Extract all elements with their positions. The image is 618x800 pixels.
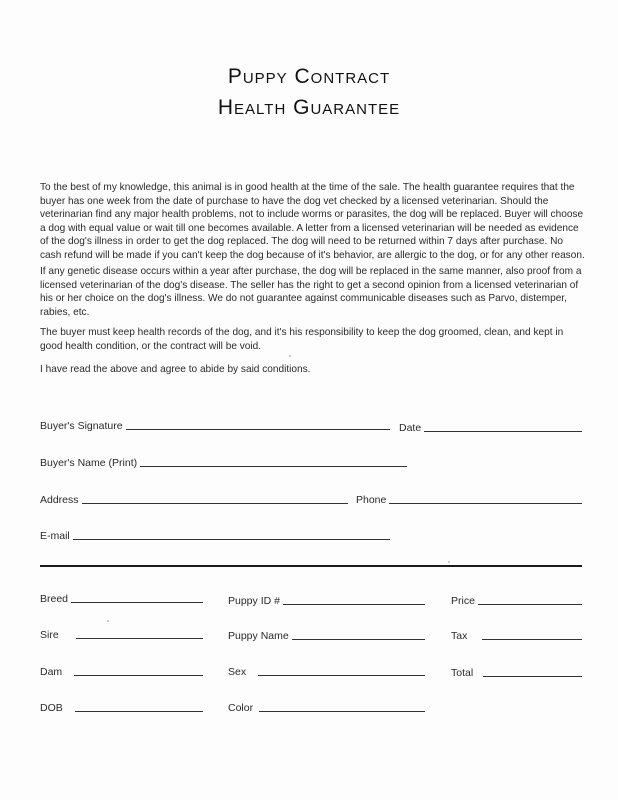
tax-line[interactable] <box>482 639 582 640</box>
email-line[interactable] <box>73 539 390 540</box>
genetic-disease-paragraph: If any genetic disease occurs within a year after purchase, the dog will be replaced in the same manner, also proof from a licensed veterinarian of the dog's disease. The seller has the right to get a second opinion from a licensed veterinarian of his or her choice on the dog's illness. We do not guarantee against communicable diseases such as Parvo, distemper, rabies, etc. <box>40 266 582 318</box>
buyer-signature-field[interactable] <box>40 418 390 432</box>
puppy-name-label: Puppy Name <box>228 630 289 642</box>
email-label: E-mail <box>40 530 70 542</box>
section-divider <box>40 565 582 567</box>
total-line[interactable] <box>483 676 582 677</box>
color-label: Color <box>228 702 254 714</box>
buyer-signature-line[interactable] <box>126 429 390 430</box>
buyer-name-label: Buyer's Name (Print) <box>40 457 138 469</box>
tax-field[interactable] <box>451 628 582 642</box>
breed-field[interactable] <box>40 591 203 605</box>
phone-label: Phone <box>356 494 387 506</box>
email-field[interactable] <box>40 528 390 542</box>
page-title: Puppy Contract <box>227 65 391 88</box>
dob-line[interactable] <box>75 711 203 712</box>
puppy-name-line[interactable] <box>292 639 425 640</box>
phone-line[interactable] <box>389 503 582 504</box>
dam-line[interactable] <box>74 675 203 676</box>
date-label: Date <box>399 422 422 434</box>
dam-field[interactable] <box>40 664 203 678</box>
total-field[interactable] <box>451 665 582 679</box>
puppy-id-field[interactable] <box>228 593 425 607</box>
buyer-name-field[interactable] <box>40 455 407 469</box>
address-label: Address <box>40 494 79 506</box>
dob-label: DOB <box>40 702 63 714</box>
sex-line[interactable] <box>258 675 425 676</box>
price-field[interactable] <box>451 593 582 607</box>
date-field[interactable] <box>399 420 582 434</box>
buyer-responsibility-paragraph: The buyer must keep health records of the dog, and it's his responsibility to keep the dog groomed, clean, and kept in good health condition, or the contract will be void. <box>40 327 564 352</box>
address-line[interactable] <box>82 503 348 504</box>
dam-label: Dam <box>40 666 63 678</box>
buyer-signature-label: Buyer's Signature <box>40 420 123 432</box>
scan-speck <box>448 561 450 563</box>
total-label: Total <box>451 667 474 679</box>
buyer-name-line[interactable] <box>140 466 407 467</box>
color-field[interactable] <box>228 700 425 714</box>
price-label: Price <box>451 595 475 607</box>
address-field[interactable] <box>40 492 348 506</box>
breed-label: Breed <box>40 593 69 605</box>
price-line[interactable] <box>478 604 582 605</box>
puppy-name-field[interactable] <box>228 628 425 642</box>
agreement-statement: I have read the above and agree to abide by said conditions. <box>40 364 311 375</box>
scan-speck <box>289 355 291 357</box>
puppy-id-label: Puppy ID # <box>228 595 280 607</box>
date-line[interactable] <box>424 431 582 432</box>
puppy-id-line[interactable] <box>283 604 425 605</box>
tax-label: Tax <box>451 630 468 642</box>
health-guarantee-paragraph: To the best of my knowledge, this animal is in good health at the time of the sale. The health guarantee requires that the buyer has one week from the date of purchase to have the dog vet checked by a licensed veterinarian. Should the veterinarian find any major health problems, not to include worms or parasites, the dog will be replaced. Buyer will choose a dog with equal value or wait till one becomes available. A letter from a licensed veterinarian will be needed as evidence of the dog's illness in order to get the dog replaced. The dog will need to be returned within 7 days after purchase. No cash refund will be made if you can't keep the dog because of it's behavior, are allergic to the dog, or for any other reason. <box>40 182 585 261</box>
sex-label: Sex <box>228 666 247 678</box>
phone-field[interactable] <box>356 492 582 506</box>
scan-speck <box>107 620 109 622</box>
breed-line[interactable] <box>71 602 203 603</box>
sire-label: Sire <box>40 629 59 641</box>
color-line[interactable] <box>259 711 425 712</box>
sire-line[interactable] <box>76 638 203 639</box>
sex-field[interactable] <box>228 664 425 678</box>
dob-field[interactable] <box>40 700 203 714</box>
page-subtitle: Health Guarantee <box>217 96 401 119</box>
sire-field[interactable] <box>40 627 203 641</box>
